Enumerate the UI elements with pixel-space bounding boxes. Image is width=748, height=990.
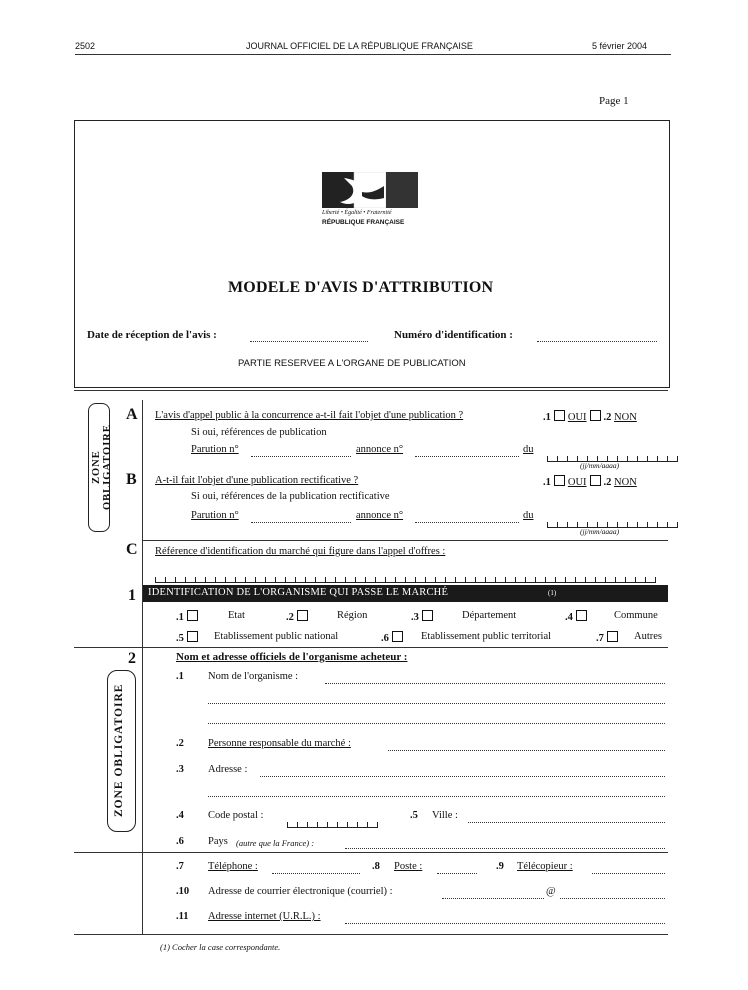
section-b-oui-checkbox[interactable] [554,475,565,486]
section-a-parution-label: Parution n° [191,444,239,455]
option-ept: .6 [381,631,406,644]
section-a-non-label: NON [614,412,637,423]
section-2-number: 2 [128,650,136,667]
option-departement-checkbox[interactable] [422,610,433,621]
section-b-annonce-label: annonce n° [356,510,404,521]
option-departement-label: Département [462,610,517,621]
reception-frame [74,120,670,388]
section-a-letter: A [126,406,138,423]
option-commune-label: Commune [614,610,658,621]
option-etat-checkbox[interactable] [187,610,198,621]
section-a-date-format: (jj/mm/aaaa) [580,461,620,470]
section-b-date-format: (jj/mm/aaaa) [580,527,620,536]
section-a-oui-label: OUI [567,412,587,423]
section-1-number: 1 [128,587,136,604]
field-7-code: .7 [176,861,184,872]
option-region: .2 [286,610,311,623]
section-b-sub: Si oui, références de la publication rectificative [191,491,390,502]
option-region-checkbox[interactable] [297,610,308,621]
section-b-parution-field[interactable] [251,514,351,523]
field-2-code: .2 [176,738,184,749]
organisme-name-field[interactable] [325,675,665,684]
section-b-oui-label: OUI [567,477,587,488]
option-etat-label: Etat [228,610,245,621]
section-a-question: L'avis d'appel public à la concurrence a-t-il fait l'objet d'une publication ? [155,410,464,421]
field-8-code: .8 [372,861,380,872]
pays-field[interactable] [345,840,665,849]
field-9-code: .9 [496,861,504,872]
option-commune-checkbox[interactable] [576,610,587,621]
field-7-label: Téléphone : [208,861,258,872]
option-epn: .5 [176,631,201,644]
ville-field[interactable] [468,814,665,823]
section-b-opt1-code: .1 [543,477,551,488]
section-b-non-checkbox[interactable] [590,475,601,486]
field-10-code: .10 [176,886,190,897]
field-3-code: .3 [176,764,184,775]
identification-number-field[interactable] [537,333,657,342]
organisme-name-field-line3[interactable] [208,715,665,724]
field-6-code: .6 [176,836,184,847]
adresse-field-line2[interactable] [208,788,665,797]
code-postal-boxes[interactable] [287,815,378,833]
section-a-annonce-field[interactable] [415,448,519,457]
option-autres: .7 [596,631,621,644]
field-11-label: Adresse internet (U.R.L.) : [208,911,321,922]
footnote: (1) Cocher la case correspondante. [160,942,281,952]
field-1-label: Nom de l'organisme : [208,671,299,682]
field-2-label: Personne responsable du marché : [208,738,351,749]
logo-motto: Liberté • Égalité • Fraternité [322,210,392,216]
identification-number-label: Numéro d'identification : [394,329,513,341]
organisme-name-field-line2[interactable] [208,695,665,704]
option-departement: .3 [411,610,436,623]
section-a-opt1-code: .1 [543,412,551,423]
field-6-note: (autre que la France) : [236,838,315,848]
journal-date: 5 février 2004 [592,41,648,51]
section-a-non-checkbox[interactable] [590,410,601,421]
field-10-label: Adresse de courrier électronique (courriel) : [208,886,393,897]
field-8-label: Poste : [394,861,423,872]
option-autres-label: Autres [634,631,662,642]
page-number: 2502 [75,41,96,51]
section-2-heading: Nom et adresse officiels de l'organisme acheteur : [176,651,408,663]
rule-bottom [74,934,668,935]
reception-date-field[interactable] [250,333,368,342]
field-1-code: .1 [176,671,184,682]
option-commune: .4 [565,610,590,623]
form-title: MODELE D'AVIS D'ATTRIBUTION [228,279,494,296]
section-b-question: A-t-il fait l'objet d'une publication rectificative ? [155,475,359,486]
field-5-label: Ville : [432,810,458,821]
option-region-label: Région [337,610,368,621]
option-ept-label: Etablissement public territorial [421,631,552,642]
rule-top-sections [74,390,668,391]
section-a-sub: Si oui, références de publication [191,427,327,438]
section-b-opt2-code: .2 [603,477,612,488]
page-label: Page 1 [599,95,629,107]
telephone-field[interactable] [272,865,360,874]
option-epn-checkbox[interactable] [187,631,198,642]
field-4-code: .4 [176,810,184,821]
courriel-user-field[interactable] [442,890,544,899]
section-a-options [543,410,637,423]
reception-date-label: Date de réception de l'avis : [87,329,217,341]
url-field[interactable] [345,915,665,924]
reserved-notice: PARTIE RESERVEE A L'ORGANE DE PUBLICATION [238,358,466,369]
rule-before-2 [74,647,668,648]
section-a-annonce-label: annonce n° [356,444,404,455]
section-b-parution-label: Parution n° [191,510,239,521]
zone-obligatoire-label-top: ZONE OBLIGATOIRE [91,424,113,511]
section-c-label: Référence d'identification du marché qui figure dans l'appel d'offres : [155,546,446,557]
marianne-logo [322,172,418,208]
courriel-domain-field[interactable] [560,890,665,899]
option-autres-checkbox[interactable] [607,631,618,642]
responsable-field[interactable] [388,742,665,751]
field-6-label: Pays [208,836,228,847]
telecopieur-field[interactable] [592,865,665,874]
section-1-banner-note: (1) [548,589,557,597]
section-a-du-label: du [523,444,534,455]
field-5-code: .5 [410,810,418,821]
section-c-letter: C [126,541,138,558]
divider-ab [142,400,143,540]
section-b-non-label: NON [614,477,637,488]
adresse-field[interactable] [260,768,665,777]
field-11-code: .11 [176,911,189,922]
section-b-annonce-field[interactable] [415,514,519,523]
rule-before-6 [74,852,668,853]
section-a-opt2-code: .2 [603,412,612,423]
field-3-label: Adresse : [208,764,248,775]
header-rule [75,54,671,55]
rule-before-c [142,540,668,541]
section-b-options [543,475,637,488]
courriel-at: @ [546,886,556,897]
field-9-label: Télécopieur : [517,861,573,872]
section-1-banner-text: IDENTIFICATION DE L'ORGANISME QUI PASSE LE MARCHÉ [148,587,449,598]
poste-field[interactable] [437,865,477,874]
option-epn-label: Etablissement public national [214,631,339,642]
journal-title: JOURNAL OFFICIEL DE LA RÉPUBLIQUE FRANÇAISE [246,41,473,51]
logo-country: RÉPUBLIQUE FRANÇAISE [322,219,405,226]
section-a-oui-checkbox[interactable] [554,410,565,421]
section-a-parution-field[interactable] [251,448,351,457]
zone-obligatoire-label-bottom: ZONE OBLIGATOIRE [113,683,125,818]
option-ept-checkbox[interactable] [392,631,403,642]
option-etat: .1 [176,610,201,623]
field-4-label: Code postal : [208,810,264,821]
section-b-du-label: du [523,510,534,521]
section-b-letter: B [126,471,137,488]
